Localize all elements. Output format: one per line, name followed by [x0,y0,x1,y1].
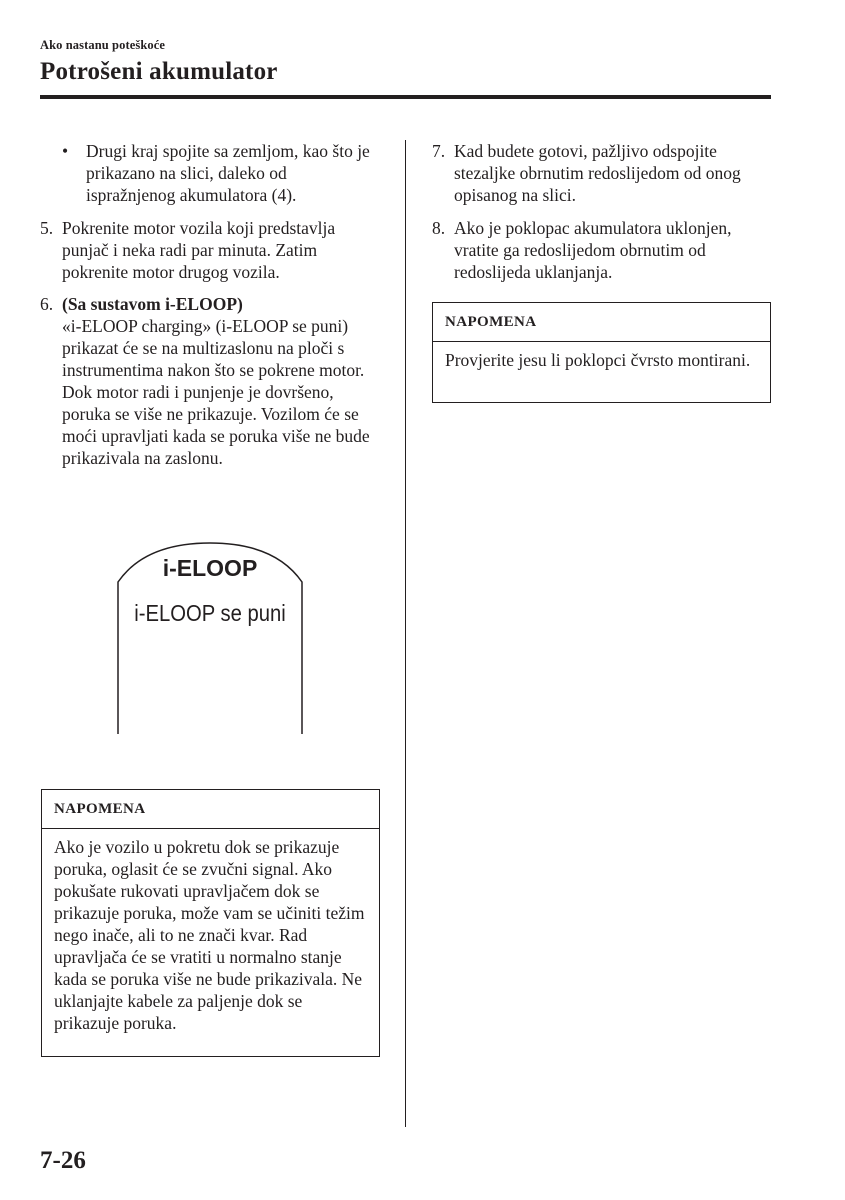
display-message: i-ELOOP se puni [134,600,286,626]
display-title: i-ELOOP [162,555,258,581]
step-5-text: Pokrenite motor vozila koji predstavlja punjač i neka radi par minuta. Zatim pokrenite motor drugog vozila. [62,218,336,282]
step-7-number: 7. [432,141,446,161]
step-6-heading: (Sa sustavom i-ELOOP) [62,294,243,314]
step-6-text: «i-ELOOP charging» (i-ELOOP se puni) prikazat će se na multizaslonu na ploči s instrumentima nakon što se pokrene motor. Dok motor radi i punjenje je dovršeno, poruka se više ne prikazuje. Vozilom će se moći upravljati kada se poruka više ne bude prikazivala na zaslonu. [62,316,370,468]
multi-display-illustration [117,540,303,735]
step-6 [40,293,385,493]
note-heading: NAPOMENA [433,303,770,342]
bullet-text: Drugi kraj spojite sa zemljom, kao što je prikazano na slici, daleko od ispražnjenog akumulatora (4). [86,141,370,205]
page-number: 7-26 [40,1147,86,1174]
step-7-text: Kad budete gotovi, pažljivo odspojite stezaljke obrnutim redoslijedom od onog opisanog na slici. [454,141,741,205]
note-box-right [432,302,771,403]
step-8-text: Ako je poklopac akumulatora uklonjen, vratite ga redoslijedom obrnutim od redoslijeda uklanjanja. [454,218,732,282]
section-label: Ako nastanu poteškoće [40,38,166,52]
page-title: Potrošeni akumulator [40,58,278,85]
note-text: Provjerite jesu li poklopci čvrsto montirani. [445,350,751,370]
step-8-number: 8. [432,218,446,238]
step-8 [432,217,777,287]
step-5-number: 5. [40,218,54,238]
bullet-mark: • [62,141,69,161]
column-divider [405,140,406,1127]
title-rule [40,95,771,99]
note-text: Ako je vozilo u pokretu dok se prikazuje poruka, oglasit će se zvučni signal. Ako pokušate rukovati upravljačem dok se prikazuje poruka, može vam se učiniti težim nego inače, ali to ne znači kvar. Rad upravljača će se vratiti u normalno stanje kada se poruka više ne bude prikazivala. Ne uklanjajte kabele za paljenje dok se prikazuje poruka. [54,837,365,1033]
bullet-item [62,140,382,210]
note-heading: NAPOMENA [42,790,379,829]
step-6-content [62,293,384,469]
step-7 [432,140,777,210]
note-box-left [41,789,380,1057]
step-5 [40,217,385,287]
step-6-number: 6. [40,294,54,314]
